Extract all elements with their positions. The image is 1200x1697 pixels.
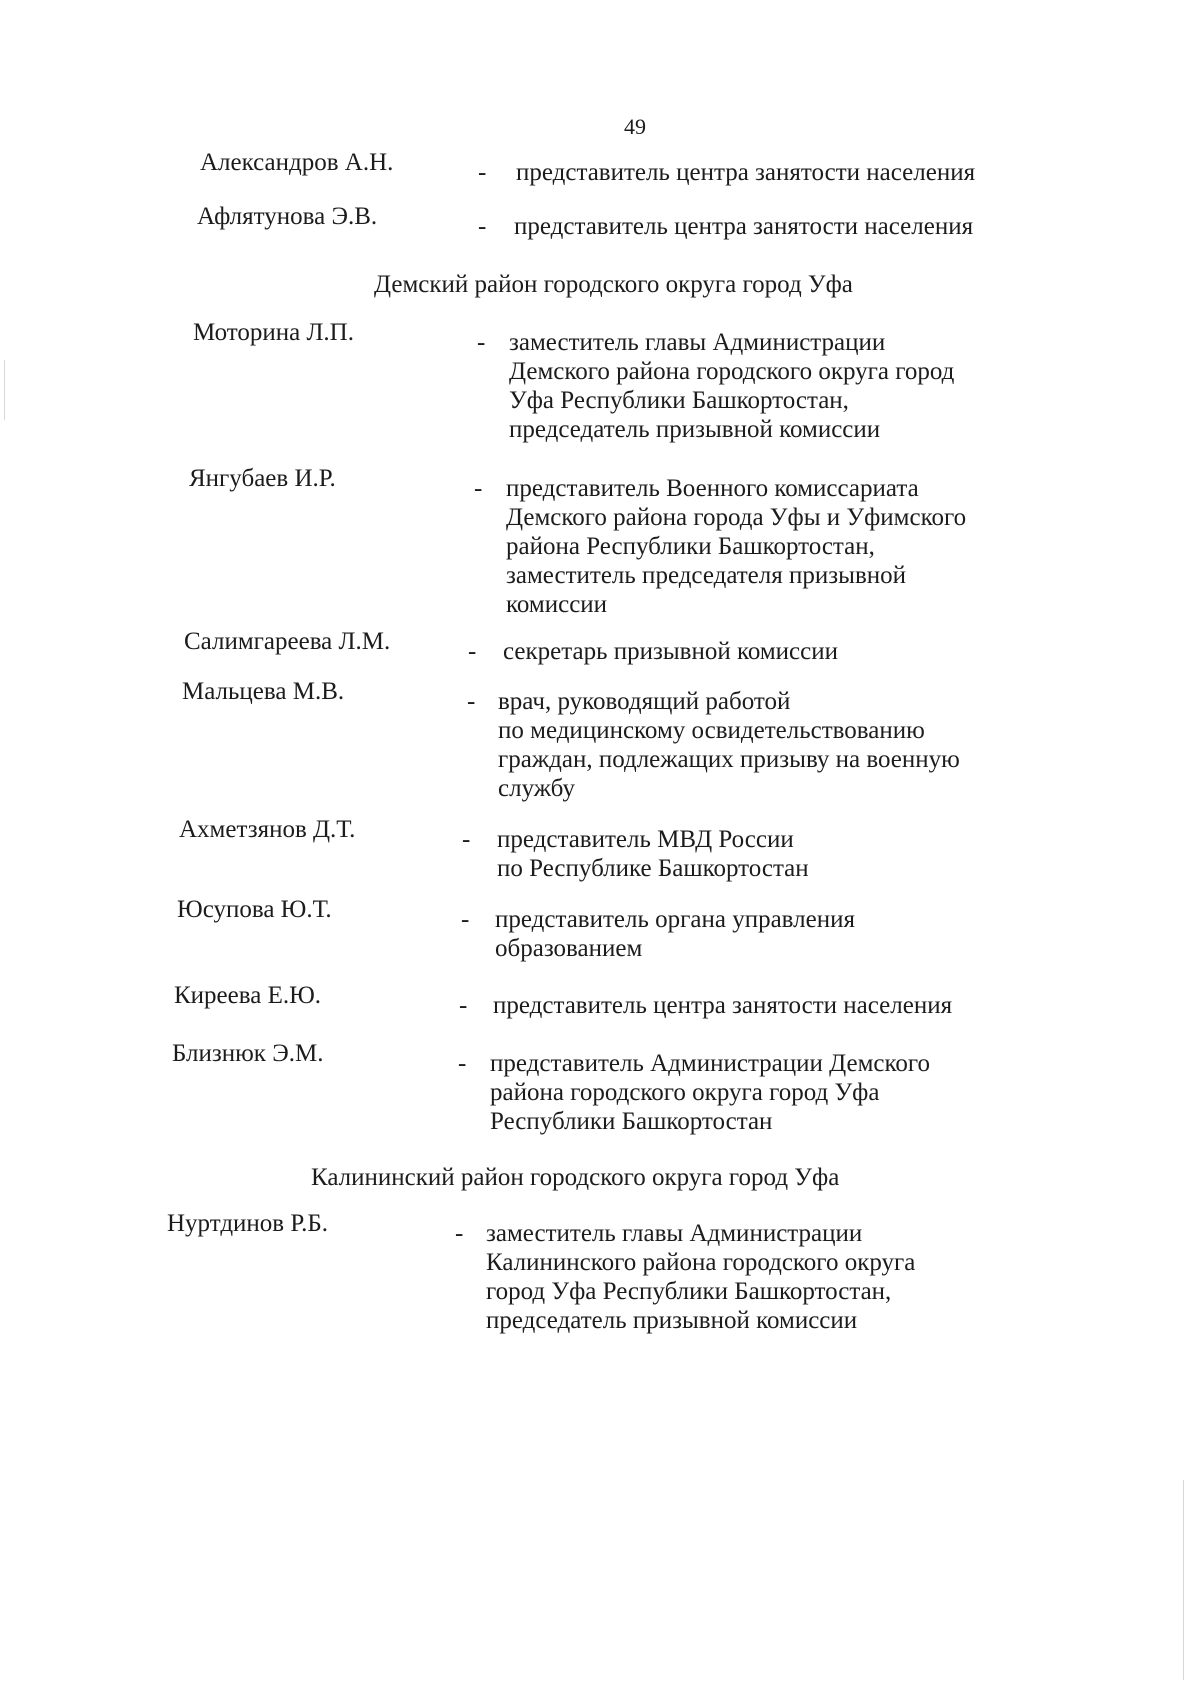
role-description: [506, 474, 966, 619]
role-line: председатель призывной комиссии: [509, 416, 881, 443]
role-description: [497, 825, 809, 883]
role-line: представитель органа управления: [495, 906, 855, 933]
dash: -: [474, 475, 483, 502]
section-heading-demsky: Демский район городского округа город Уфа: [374, 271, 853, 298]
role-line: службу: [498, 775, 575, 802]
role-description: [514, 212, 973, 241]
scan-margin-line: [4, 360, 5, 420]
role-line: Демского района городского округа город: [509, 358, 955, 385]
person-name: Афлятунова Э.В.: [197, 203, 378, 230]
person-name: Салимгареева Л.М.: [184, 628, 391, 655]
role-description: [490, 1049, 930, 1136]
person-name: Близнюк Э.М.: [172, 1040, 324, 1067]
section-heading-kalininsky: Калининский район городского округа город Уфа: [311, 1164, 840, 1191]
dash: -: [462, 826, 471, 853]
role-line: Республики Башкортостан: [490, 1108, 773, 1135]
role-description: [498, 687, 960, 803]
role-line: комиссии: [506, 591, 608, 618]
person-name: Киреева Е.Ю.: [174, 982, 322, 1009]
person-name: Мальцева М.В.: [182, 678, 345, 705]
dash: -: [478, 213, 487, 240]
role-line: Уфа Республики Башкортостан,: [509, 387, 849, 414]
role-line: врач, руководящий работой: [498, 688, 791, 715]
role-line: Демского района города Уфы и Уфимского: [506, 504, 967, 531]
person-name: Янгубаев И.Р.: [189, 465, 336, 492]
role-line: района Республики Башкортостан,: [506, 533, 875, 560]
role-description: [495, 905, 855, 963]
role-line: представитель центра занятости населения: [514, 213, 974, 240]
dash: -: [478, 159, 487, 186]
role-line: представитель центра занятости населения: [516, 159, 976, 186]
role-line: заместитель главы Администрации: [486, 1220, 863, 1247]
person-name: Александров А.Н.: [200, 149, 394, 176]
role-line: граждан, подлежащих призыву на военную: [498, 746, 960, 773]
role-line: по Республике Башкортостан: [497, 855, 809, 882]
role-line: образованием: [495, 935, 643, 962]
role-line: заместитель главы Администрации: [509, 329, 886, 356]
page-number: 49: [624, 114, 646, 139]
dash: -: [459, 992, 468, 1019]
scan-margin-line: [1183, 1480, 1184, 1680]
role-line: представитель центра занятости населения: [493, 992, 953, 1019]
role-line: представитель МВД России: [497, 826, 794, 853]
role-description: [509, 328, 954, 444]
role-line: по медицинскому освидетельствованию: [498, 717, 925, 744]
person-name: Юсупова Ю.Т.: [177, 896, 332, 923]
role-description: [516, 158, 975, 187]
role-line: председатель призывной комиссии: [486, 1307, 858, 1334]
role-line: город Уфа Республики Башкортостан,: [486, 1278, 892, 1305]
dash: -: [477, 329, 486, 356]
role-line: района городского округа город Уфа: [490, 1079, 880, 1106]
role-line: представитель Администрации Демского: [490, 1050, 931, 1077]
role-description: [503, 637, 838, 666]
role-line: Калининского района городского округа: [486, 1249, 916, 1276]
person-name: Моторина Л.П.: [193, 319, 354, 346]
role-line: секретарь призывной комиссии: [503, 638, 839, 665]
role-description: [486, 1219, 915, 1335]
dash: -: [455, 1220, 464, 1247]
role-line: представитель Военного комиссариата: [506, 475, 919, 502]
dash: -: [467, 688, 476, 715]
dash: -: [458, 1050, 467, 1077]
person-name: Нуртдинов Р.Б.: [167, 1210, 328, 1237]
person-name: Ахметзянов Д.Т.: [179, 816, 356, 843]
role-description: [493, 991, 952, 1020]
role-line: заместитель председателя призывной: [506, 562, 906, 589]
dash: -: [461, 906, 470, 933]
dash: -: [468, 638, 477, 665]
